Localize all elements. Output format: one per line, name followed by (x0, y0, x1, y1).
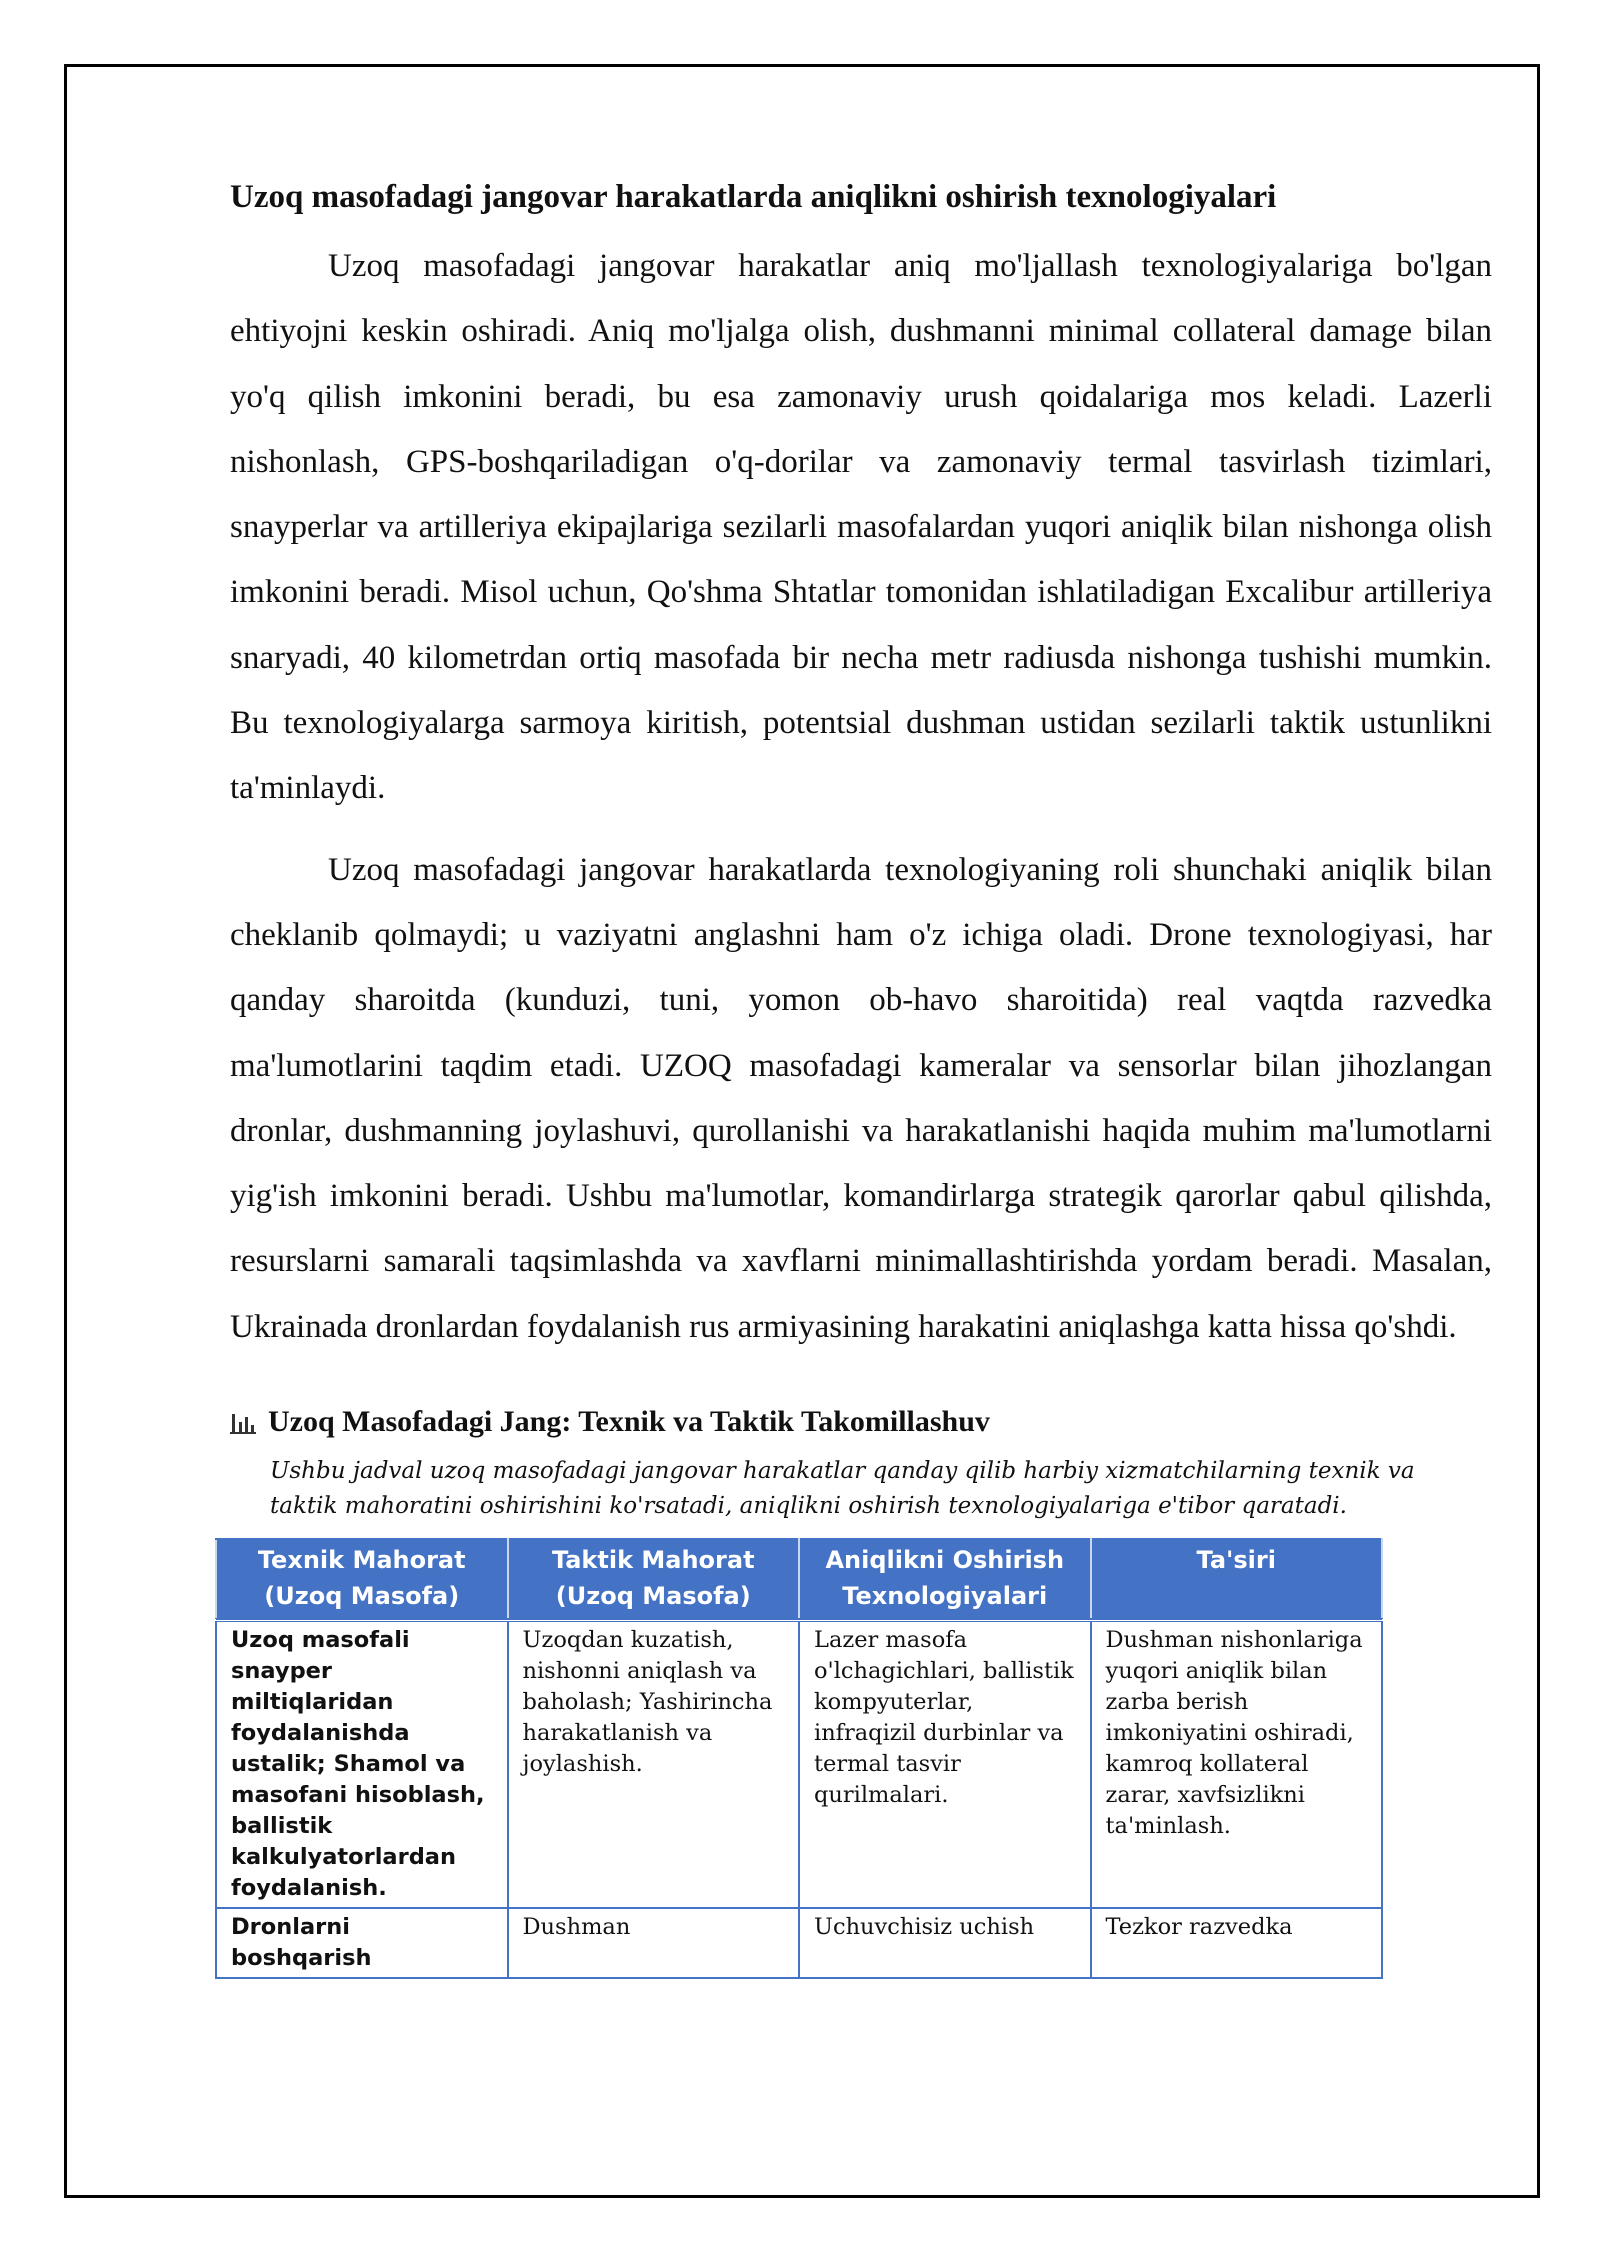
table-cell: Lazer masofa o'lchagichlari, ballistik kompyuterlar, infraqizil durbinlar va termal tasvir qurilmalari. (799, 1620, 1091, 1908)
column-header: Texnik Mahorat (Uzoq Masofa) (216, 1539, 508, 1620)
paragraph-2: Uzoq masofadagi jangovar harakatlarda texnologiyaning roli shunchaki aniqlik bilan cheklanib qolmaydi; u vaziyatni anglashni ham o'z ichiga oladi. Drone texnologiyasi, har qanday sharoitda (kunduzi, tuni, yomon ob-havo sharoitida) real vaqtda razvedka ma'lumotlarini taqdim etadi. UZOQ masofadagi kameralar va sensorlar bilan jihozlangan dronlar, dushmanning joylashuvi, qurollanishi va harakatlanishi haqida muhim ma'lumotlarni yig'ish imkonini beradi. Ushbu ma'lumotlar, komandirlarga strategik qarorlar qabul qilishda, resurslarni samarali taqsimlashda va xavflarni minimallashtirishda yordam beradi. Masalan, Ukrainada dronlardan foydalanish rus armiyasining harakatini aniqlashga katta hissa qo'shdi. (230, 851, 1492, 1345)
table-cell: Dronlarni boshqarish (216, 1908, 508, 1978)
column-header: Taktik Mahorat (Uzoq Masofa) (508, 1539, 800, 1620)
column-header: Aniqlikni Oshirish Texnologiyalari (799, 1539, 1091, 1620)
data-table (215, 1538, 1383, 1979)
table-cell: Dushman (508, 1908, 800, 1978)
table-cell: Tezkor razvedka (1091, 1908, 1383, 1978)
bar-chart-icon (230, 1410, 256, 1434)
table-heading (230, 1400, 1492, 1444)
paragraph-1: Uzoq masofadagi jangovar harakatlar aniq mo'ljallash texnologiyalariga bo'lgan ehtiyojni keskin oshiradi. Aniq mo'ljalga olish, dushmanni minimal collateral damage bilan yo'q qilish imkonini beradi, bu esa zamonaviy urush qoidalariga mos keladi. Lazerli nishonlash, GPS-boshqariladigan o'q-dorilar va zamonaviy termal tasvirlash tizimlari, snayperlar va artilleriya ekipajlariga sezilarli masofalardan yuqori aniqlik bilan nishonga olish imkonini beradi. Misol uchun, Qo'shma Shtatlar tomonidan ishlatiladigan Excalibur artilleriya snaryadi, 40 kilometrdan ortiq masofada bir necha metr radiusda nishonga tushishi mumkin. Bu texnologiyalarga sarmoya kiritish, potentsial dushman ustidan sezilarli taktik ustunlikni ta'minlaydi. (230, 248, 1492, 807)
table-cell: Uchuvchisiz uchish (799, 1908, 1091, 1978)
table-cell: Uzoq masofali snayper miltiqlaridan foydalanishda ustalik; Shamol va masofani hisoblash, ballistik kalkulyatorlardan foydalanish. (216, 1620, 508, 1908)
table-cell: Dushman nishonlariga yuqori aniqlik bilan zarba berish imkoniyatini oshiradi, kamroq kollateral zarar, xavfsizlikni ta'minlash. (1091, 1620, 1383, 1908)
column-header: Ta'siri (1091, 1539, 1383, 1620)
document-title: Uzoq masofadagi jangovar harakatlarda aniqlikni oshirish texnologiyalari (230, 179, 1277, 215)
table-title: Uzoq Masofadagi Jang: Texnik va Taktik Takomillashuv (268, 1405, 990, 1439)
table-row (216, 1620, 1382, 1908)
document-body (230, 174, 1492, 1979)
table-row (216, 1908, 1382, 1978)
table-header-row (216, 1539, 1382, 1620)
table-cell: Uzoqdan kuzatish, nishonni aniqlash va baholash; Yashirincha harakatlanish va joylashish. (508, 1620, 800, 1908)
table-caption: Ushbu jadval uzoq masofadagi jangovar harakatlar qanday qilib harbiy xizmatchilarning texnik va taktik mahoratini oshirishini ko'rsatadi, aniqlikni oshirish texnologiyalariga e'tibor qaratadi. (270, 1458, 1415, 1520)
